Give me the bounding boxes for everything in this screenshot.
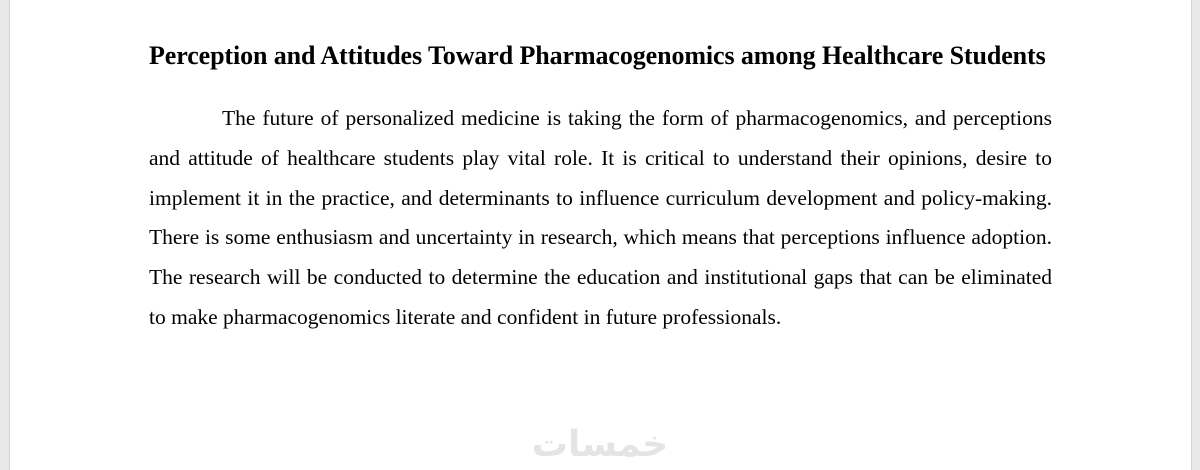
khamsat-logo-icon: [524, 418, 676, 470]
page-margin-right: [1191, 0, 1200, 470]
document-page: [10, 0, 1191, 470]
page-margin-left: [0, 0, 10, 470]
body-paragraph: The future of personalized medicine is taking the form of pharmacogenomics, and perceptions and attitude of healthcare students play vital role. It is critical to understand their opinions, desire to implement it in the practice, and determinants to influence curriculum development and policy-making. There is some enthusiasm and uncertainty in research, which means that perceptions influence adoption. The research will be conducted to determine the education and institutional gaps that can be eliminated to make pharmacogenomics literate and confident in future professionals.: [149, 106, 1052, 329]
document-content: [149, 32, 1052, 338]
khamsat-watermark: [524, 418, 676, 470]
svg-text:خمسات: خمسات: [531, 424, 669, 465]
document-heading: Perception and Attitudes Toward Pharmacogenomics among Healthcare Students: [149, 41, 1046, 70]
